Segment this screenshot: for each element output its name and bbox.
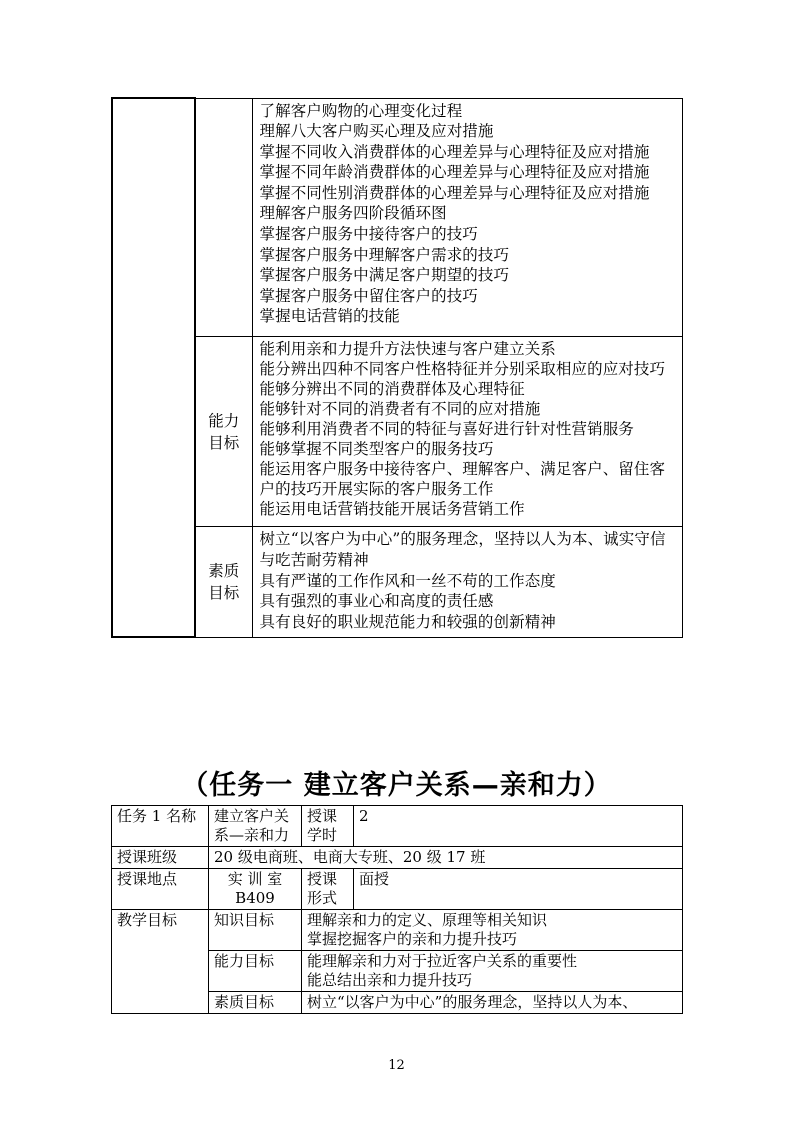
knowledge-goal-item: 掌握客户服务中理解客户需求的技巧	[259, 245, 510, 264]
ability-goal-line: 能理解亲和力对于拉近客户关系的重要性	[307, 952, 578, 970]
form-value: 面授	[354, 869, 683, 910]
continued-goals-table	[111, 97, 683, 638]
ability-label	[196, 410, 252, 454]
knowledge-goal-item: 理解八大客户购买心理及应对措施	[259, 122, 494, 141]
ability-goal-item: 能够针对不同的消费者有不同的应对措施	[259, 400, 541, 419]
quality-label	[196, 560, 252, 604]
location-line: B409	[235, 889, 275, 907]
knowledge-goal-item: 理解客户服务四阶段循环图	[259, 204, 447, 223]
quality-label-cell	[195, 527, 252, 637]
ability-goal-line: 能总结出亲和力提升技巧	[307, 971, 473, 989]
hours-value: 2	[354, 806, 683, 847]
location-value	[209, 869, 302, 910]
ability-goal-item: 能分辨出四种不同客户性格特征并分别采取相应的应对技巧	[259, 360, 666, 379]
ability-goal-label: 能力目标	[209, 951, 302, 992]
location-line: 实 训 室	[227, 870, 283, 888]
quality-goals-list	[253, 527, 682, 632]
ability-goal-item: 能够利用消费者不同的特征与喜好进行针对性营销服务	[259, 420, 634, 439]
knowledge-goals-cell	[252, 98, 682, 337]
quality-goal-item: 具有严谨的工作作风和一丝不苟的工作态度	[259, 571, 556, 590]
class-value: 20 级电商班、电商大专班、20 级 17 班	[209, 847, 683, 869]
teaching-goals-label: 教学目标	[112, 910, 209, 1014]
ability-label-cell	[195, 337, 252, 527]
task-name-line: 系—亲和力	[214, 826, 290, 844]
task-name-label: 任务 1 名称	[112, 806, 209, 847]
ability-goal-value	[302, 951, 683, 992]
task-info-table	[111, 805, 683, 1014]
goals-outer-cell	[112, 98, 195, 637]
ability-label-line: 目标	[208, 433, 240, 452]
form-label-line: 授课	[307, 870, 338, 888]
ability-goal-item: 能够掌握不同类型客户的服务技巧	[259, 440, 494, 459]
quality-goal-item: 具有强烈的事业心和高度的责任感	[259, 592, 494, 611]
knowledge-goal-item: 了解客户购物的心理变化过程	[259, 101, 463, 120]
knowledge-goal-item: 掌握客户服务中接待客户的技巧	[259, 225, 478, 244]
knowledge-goal-line: 掌握挖掘客户的亲和力提升技巧	[307, 930, 518, 948]
quality-label-line: 素质	[208, 561, 240, 580]
quality-goal-item: 树立“以客户为中心”的服务理念，坚持以人为本、诚实守信与吃苦耐劳精神	[259, 530, 666, 569]
knowledge-label-cell	[195, 98, 252, 337]
task-name-value	[209, 806, 302, 847]
ability-goals-cell	[252, 337, 682, 527]
task-name-line: 建立客户关	[214, 807, 290, 825]
knowledge-goal-value	[302, 910, 683, 951]
location-label: 授课地点	[112, 869, 209, 910]
quality-goal-value	[302, 992, 683, 1014]
hours-label	[302, 806, 354, 847]
knowledge-goal-item: 掌握客户服务中满足客户期望的技巧	[259, 266, 510, 285]
form-label	[302, 869, 354, 910]
quality-goal-item: 具有良好的职业规范能力和较强的创新精神	[259, 612, 556, 631]
knowledge-goal-line: 理解亲和力的定义、原理等相关知识	[307, 911, 548, 929]
form-label-line: 形式	[307, 889, 338, 907]
quality-goal-label: 素质目标	[209, 992, 302, 1014]
ability-goal-item: 能利用亲和力提升方法快速与客户建立关系	[259, 340, 556, 359]
quality-goal-line: 树立“以客户为中心”的服务理念，坚持以人为本、	[307, 993, 638, 1011]
knowledge-goal-item: 掌握客户服务中留住客户的技巧	[259, 286, 478, 305]
knowledge-goal-item: 掌握不同收入消费群体的心理差异与心理特征及应对措施	[259, 142, 650, 161]
ability-label-line: 能力	[208, 411, 240, 430]
ability-goal-item: 能运用电话营销技能开展话务营销工作	[259, 500, 525, 519]
knowledge-goal-label: 知识目标	[209, 910, 302, 951]
knowledge-goals-list	[253, 99, 682, 328]
hours-label-line: 学时	[307, 826, 338, 844]
knowledge-goal-item: 掌握不同性别消费群体的心理差异与心理特征及应对措施	[259, 183, 650, 202]
hours-label-line: 授课	[307, 807, 338, 825]
ability-goals-list	[253, 337, 682, 519]
class-label: 授课班级	[112, 847, 209, 869]
page-number: 12	[388, 1058, 405, 1073]
knowledge-goal-item: 掌握不同年龄消费群体的心理差异与心理特征及应对措施	[259, 163, 650, 182]
knowledge-goal-item: 掌握电话营销的技能	[259, 307, 400, 326]
ability-goal-item: 能运用客户服务中接待客户、理解客户、满足客户、留住客户的技巧开展实际的客户服务工作	[259, 460, 666, 499]
task-heading: （任务一 建立客户关系—亲和力）	[181, 770, 612, 801]
quality-goals-cell	[252, 527, 682, 637]
quality-label-line: 目标	[208, 583, 240, 602]
ability-goal-item: 能够分辨出不同的消费群体及心理特征	[259, 380, 525, 399]
